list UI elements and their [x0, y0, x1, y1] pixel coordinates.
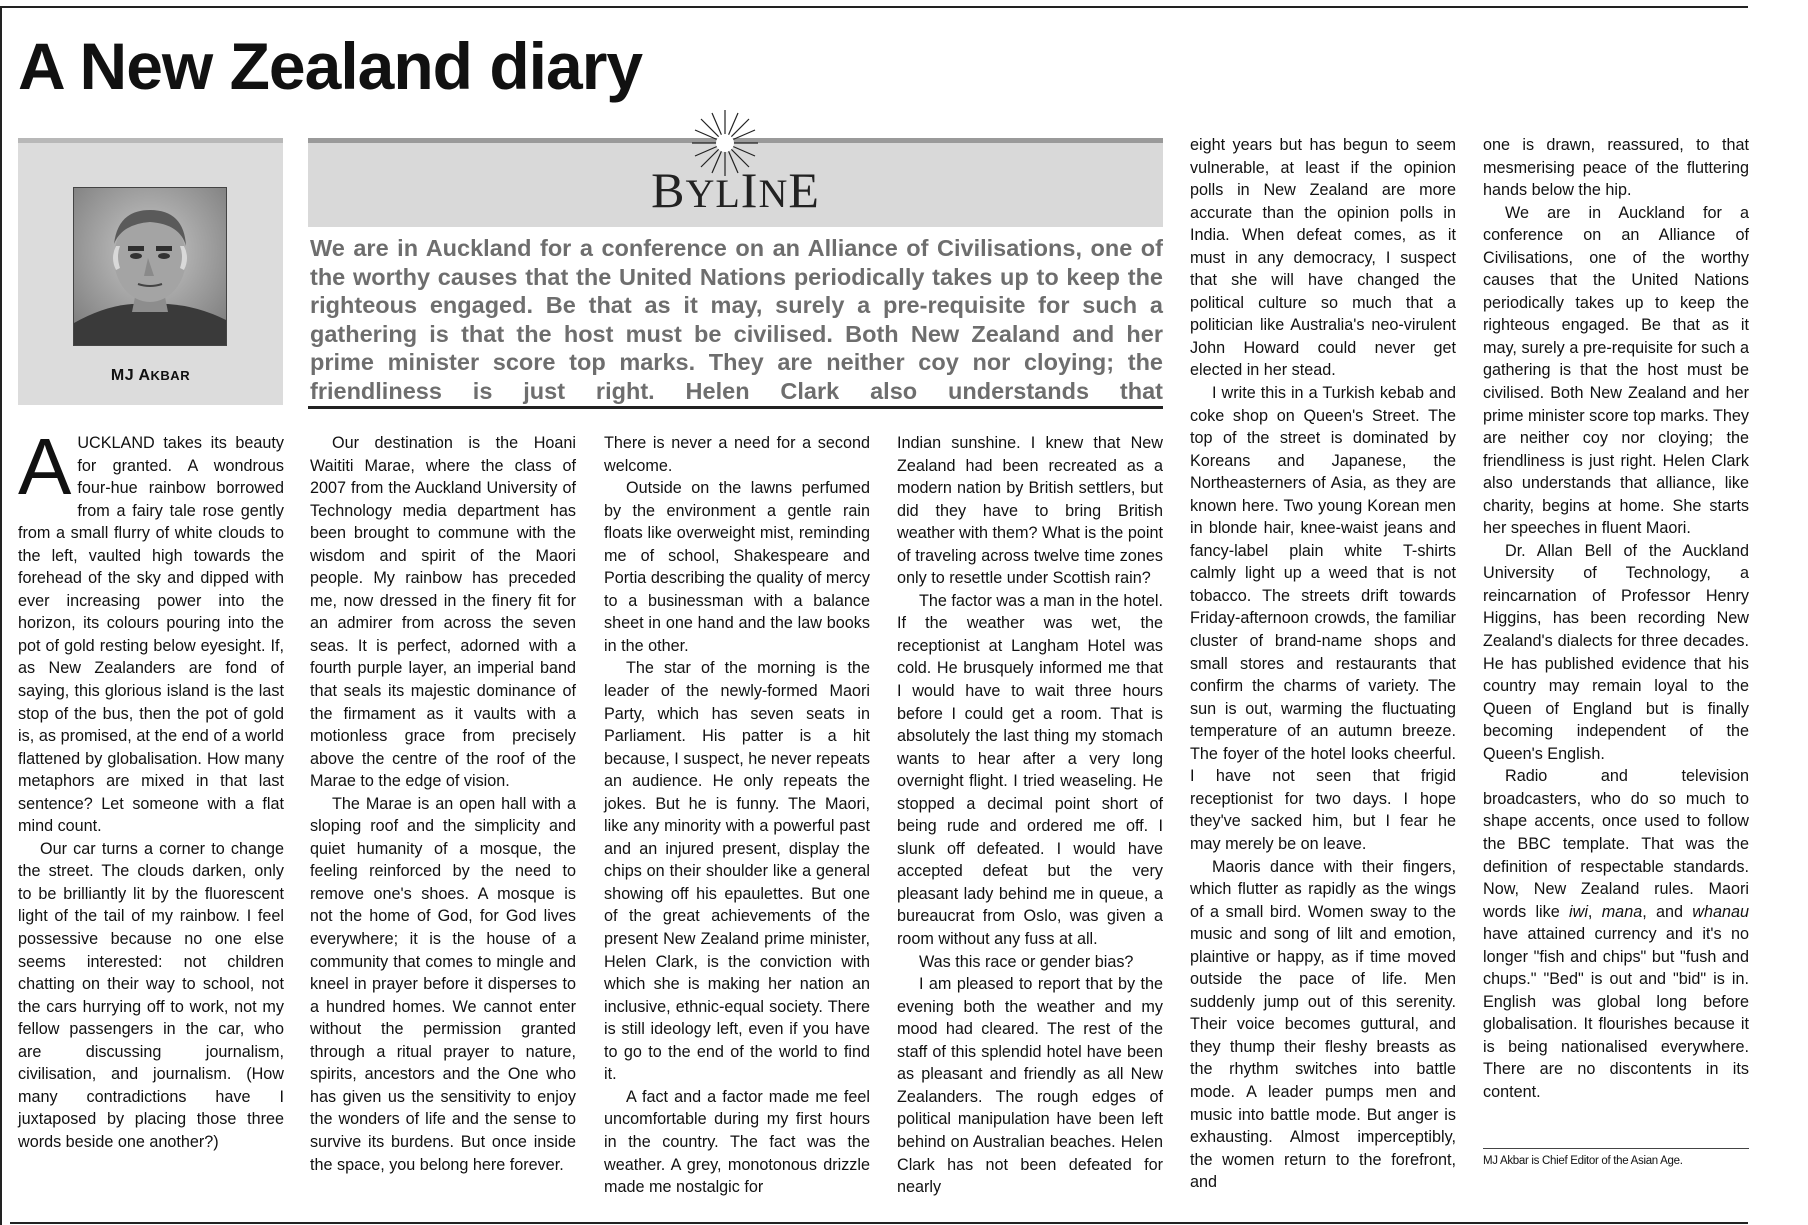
paragraph: eight years but has begun to seem vulnerable, at least if the opinion polls in New Zealand are more accurate than the opinion polls in India. When defeat comes, as it must in any democracy, I suspect that she will have changed the political culture so much that a politician like Australia's neo-virulent John Howard could never get elected in her stead.	[1190, 136, 1456, 380]
paragraph: There is never a need for a second welcome.	[604, 434, 870, 475]
paragraph: I write this in a Turkish kebab and coke shop on Queen's Street. The top of the street is dominated by Koreans and Japanese, the Northeasterners of Asia, as they are known here. Two young Korean men in blonde hair, knee-waist jeans and fancy-label plain white T-shirts calmly light up a weed that is not tobacco. The streets drift towards Friday-afternoon crowds, the familiar cluster of brand-name shops and small stores and restaurants that confirm the charms of variety. The sun is out, warming the fluctuating temperature of an autumn breeze. The foyer of the hotel looks cheerful. I have not seen that frigid receptionist for two days. I hope they've sacked him, but I fear he may merely be on leave.	[1190, 384, 1456, 853]
paragraph: The star of the morning is the leader of the newly-formed Maori Party, which has seven seats in Parliament. His patter is a hit because, I suspect, he never repeats an audience. He only repeats the jokes. But he is funny. The Maori, like any minority with a powerful past and an injured present, display the chips on their shoulder like a general showing off his epaulettes. But one of the great achievements of the present New Zealand prime minister, Helen Clark, is the conviction with which she is making her nation an inclusive, ethnic-equal society. There is still ideology left, even if you have to go to the end of the world to find it.	[604, 659, 870, 1084]
article-column-2	[310, 432, 576, 1176]
paragraph: I am pleased to report that by the evening both the weather and my mood had cleared. The rest of the staff of this splendid hotel have been as pleasant and friendly as all New Zealanders. The rough edges of political manipulation have been left behind on Australian beaches. Helen Clark has not been defeated for nearly	[897, 975, 1163, 1197]
paragraph: We are in Auckland for a conference on an Alliance of Civilisations, one of the worthy causes that the United Nations periodically takes up to keep the righteous engaged. Be that as it may, surely a pre-requisite for such a gathering is that the host must be civilised. Both New Zealand and her prime minister score top marks. They are neither coy nor cloying; the friendliness is just right. Helen Clark also understands that alliance, like charity, begins at home. She starts her speeches in fluent Maori.	[1483, 203, 1749, 538]
paragraph: AUCKLAND takes its beauty for granted. A wondrous four-hue rainbow borrowed from a fairy tale rose gently from a small flurry of white clouds to the left, vaulted high towards the forehead of the sky and dipped with ever increasing power into the horizon, its colours pouring into the pot of gold resting below eyesight. If, as New Zealanders are fond of saying, this glorious island is the last stop of the bus, then the pot of gold is, as promised, at the end of a world flattened by globalisation. How many metaphors are mixed in that last sentence? Let someone with a flat mind count.	[18, 422, 284, 836]
drop-cap: A	[18, 422, 72, 511]
article-column-4	[897, 432, 1163, 1199]
top-rule	[0, 6, 1748, 8]
lede-paragraph: We are in Auckland for a conference on an Alliance of Civilisations, one of the worthy causes that the United Nations periodically takes up to keep the righteous engaged. Be that as it may, surely a pre-requisite for such a gathering is that the host must be civilised. Both New Zealand and her prime minister score top marks. They are neither coy nor cloying; the friendliness is just right. Helen Clark also understands that	[310, 235, 1163, 404]
byline-logo: BYLINE	[651, 162, 820, 218]
paragraph: The factor was a man in the hotel. If the weather was wet, the receptionist at Langham Hotel was cold. He brusquely informed me that I would have to wait three hours before I could get a room. That is absolutely the last thing my stomach wants to hear after a very long overnight flight. I tried weaseling. He stopped a decimal point short of being rude and ordered me off. I slunk off defeated. I would have accepted defeat but the very pleasant lady behind me in queue, a bureaucrat from Oslo, was given a room without any fuss at all.	[897, 591, 1163, 949]
footnote-rule	[1483, 1148, 1749, 1149]
paragraph: Outside on the lawns perfumed by the environment a gentle rain floats like overweight mist, reminding me of school, Shakespeare and Portia describing the quality of mercy to a businessman with a balance sheet in one hand and the law books in the other.	[604, 479, 870, 655]
paragraph: Radio and television broadcasters, who do so much to shape accents, once used to follow the BBC template. That was the definition of respectable standards. Now, New Zealand rules. Maori words like iwi, mana, and whanau have attained currency and it's no longer "fish and chips" but "fush and chups." "Bed" is out and "bid" is in. English was global long before globalisation. It flourishes because it is being nationalised everywhere. There are no discontents in its content.	[1483, 767, 1749, 1101]
paragraph: A fact and a factor made me feel uncomfortable during my first hours in the country. The fact was the weather. A grey, monotonous drizzle made me nostalgic for	[604, 1087, 870, 1197]
paragraph: Dr. Allan Bell of the Auckland University of Technology, a reincarnation of Professor Henry Higgins, has been recording New Zealand's dialects for three decades. He has published evidence that his country may remain loyal to the Queen of England but is finally becoming independent of the Queen's English.	[1483, 541, 1749, 763]
article-column-1	[18, 422, 284, 1154]
paragraph: Indian sunshine. I knew that New Zealand had been recreated as a modern nation by British settlers, but did they have to bring British weather with them? What is the point of traveling across twelve time zones only to resettle under Scottish rain?	[897, 434, 1163, 588]
paragraph: Our car turns a corner to change the street. The clouds darken, only to be brilliantly lit by the fluorescent light of the tail of my rainbow. I feel possessive because no one else seems interested: not children chatting on their way to school, not the cars hurrying off to work, not my fellow passengers in the car, who are discussing journalism, civilisation, and journalism. (How many contradictions have I juxtaposed by placing those three words beside one another?)	[18, 839, 284, 1151]
paragraph: Maoris dance with their fingers, which flutter as rapidly as the wings of a small bird. Women sway to the music and song of lilt and emotion, plaintive or happy, as if time moved outside the pace of life. Men suddenly jump out of this serenity. Their voice becomes guttural, and they thump their fleshy breasts as the rhythm switches into battle mode. A leader pumps men and music into battle mode. But anger is exhausting. Almost imperceptibly, the women return to the forefront, and	[1190, 857, 1456, 1192]
author-photo	[73, 187, 227, 346]
author-footnote: MJ Akbar is Chief Editor of the Asian Age.	[1483, 1155, 1683, 1167]
left-rule	[0, 6, 2, 1225]
paragraph: Our destination is the Hoani Waititi Marae, where the class of 2007 from the Auckland University of Technology media department has been brought to commune with the wisdom and spirit of the Maori people. My rainbow has preceded me, now dressed in the finery fit for an admirer from across the seven seas. It is perfect, adorned with a fourth purple layer, an imperial band that seals its majestic dominance of the firmament as it vaults with a motionless grace from precisely above the centre of the roof of the Marae to the edge of vision.	[310, 434, 576, 791]
author-box	[18, 138, 283, 405]
paragraph: The Marae is an open hall with a sloping roof and the simplicity and quiet humanity of a mosque, the feeling reinforced by the need to remove one's shoes. A mosque is not the home of God, for God lives everywhere; it is the house of a community that comes to mingle and kneel in prayer before it disperses to a hundred homes. We cannot enter without the permission granted through a ritual prayer to nature, spirits, ancestors and the One who has given us the sensitivity to enjoy the wonders of life and the sense to survive its burdens. But once inside the space, you belong here forever.	[310, 794, 576, 1174]
article-column-3	[604, 432, 870, 1199]
headline: A New Zealand diary	[18, 29, 643, 103]
article-column-5	[1190, 134, 1456, 1194]
author-name: MJ AKBAR	[110, 367, 191, 384]
starburst-icon	[690, 108, 760, 178]
bottom-rule	[10, 1222, 1748, 1224]
lede-rule	[308, 406, 1163, 409]
paragraph: one is drawn, reassured, to that mesmerising peace of the fluttering hands below the hip.	[1483, 136, 1749, 200]
article-column-6	[1483, 134, 1749, 1104]
paragraph: Was this race or gender bias?	[919, 952, 1134, 971]
